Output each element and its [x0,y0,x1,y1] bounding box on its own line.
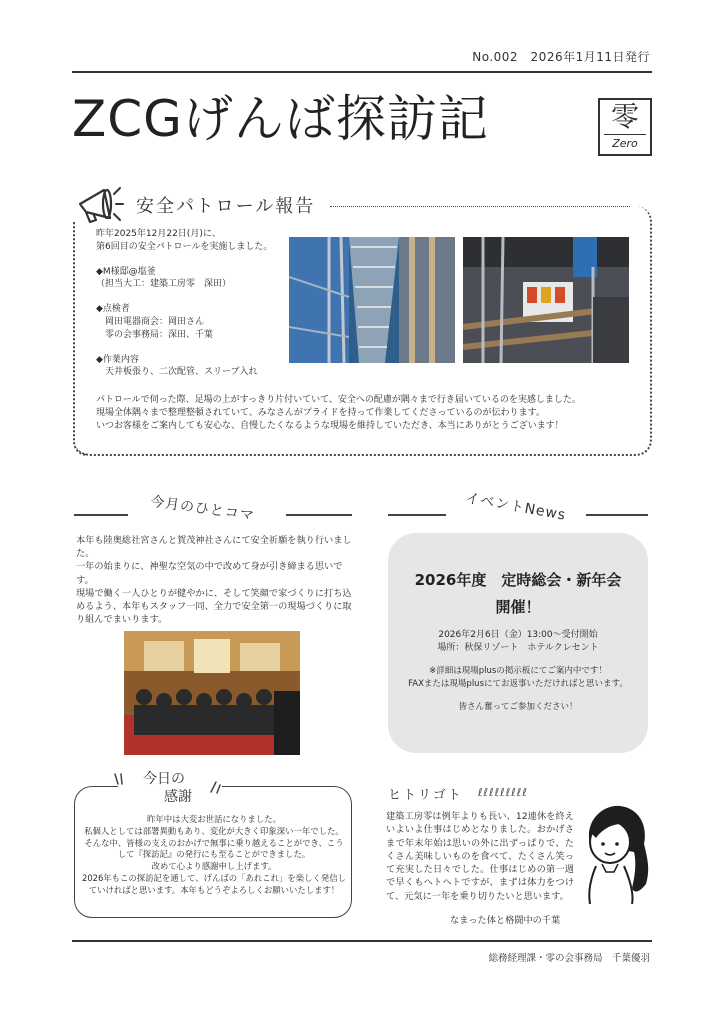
thanks-line: 昨年中は大変お世話になりました。 [147,814,281,824]
thanks-line: そんな中、皆様の支えのおかげで無事に乗り越えることができ、こう [84,837,344,848]
thanks-heading-line1: 今日の [143,771,185,787]
event-dash-right [586,514,648,516]
patrol-summary-line: パトロールで伺った際、足場の上がすっきり片付いていて、安全への配慮が隅々まで行き届いているのを実感しました。 [96,395,581,405]
patrol-line: ◆M様邸@塩釜 [96,266,156,277]
patrol-line: ◆作業内容 [96,354,139,365]
patrol-frame-left [73,222,87,456]
girl-illustration-icon [576,800,652,904]
thanks-line: 私個人としては部署異動もあり、変化が大きく印象深い一年でした。 [84,825,344,836]
hitorigoto-sign: なまった体と格闘中の千葉 [450,915,561,926]
hitokoma-line: 一年の始まりに、神聖な空気の中で改めて身が引き締まる思いです。 [76,561,343,586]
hitokoma-dash-right [286,514,352,516]
hitorigoto-heading: ヒトリゴト [388,788,463,803]
patrol-summary-line: いつお客様をご案内しても安心な、自慢したくなるような現場を維持していただき、本当にありがとうございます！ [96,421,564,431]
zero-logo [598,98,652,156]
patrol-line: 天井板張り、二次配管、スリーブ入れ [96,367,258,378]
thanks-heading-line2: 感謝 [164,789,192,805]
event-info [388,629,648,655]
hitokoma-text [76,534,352,626]
event-place: 場所：秋保リゾート ホテルクレセント [437,643,599,653]
event-call: 皆さん奮ってご参加ください！ [458,702,578,712]
hitokoma-line: 現場で働く一人ひとりが健やかに、そして笑顔で家づくりに打ち込めるよう、本年もスタッフ一同、全力で安全第一の現場づくりに取り組んでまいります。 [76,587,352,626]
patrol-line: 昨年2025年12月22日(月)に、 [96,229,221,239]
wave-decoration: ℓℓℓℓℓℓℓℓℓ [478,786,528,799]
shrine-photo [124,631,300,755]
event-note-line: FAXまたは現場plusにてお返事いただければと思います。 [408,679,628,689]
top-rule [72,71,652,73]
sparkle-icon [112,772,128,788]
patrol-heading: 安全パトロール報告 [136,192,323,218]
thanks-text [80,814,348,897]
hitokoma-heading: 今月のひとコマ [149,493,256,525]
event-note [388,665,648,691]
event-date: 2026年2月6日（金）13:00〜受付開始 [438,630,598,640]
footer-author: 総務経理課・零の会事務局 千葉優羽 [488,953,650,964]
hitorigoto-text: 建築工房零は例年よりも長い、12連休を終えいよいよ仕事はじめとなりました。おかげさまで年末年始は思いの外に出ずっぱりで、たくさん美味しいものを食べて、たくさん笑って充実した日々でした。仕事はじめの第一週で早くもヘトヘトですが、まずは体力をつけて、元気に一年を乗り切りたいと思います。 [386,811,574,902]
logo-en: Zero [604,134,646,153]
patrol-line: 零の会事務局：深田、千葉 [96,329,214,340]
thanks-heading [136,770,192,806]
patrol-details [96,228,286,379]
newsletter-title: ZCGげんば探訪記 [72,90,489,148]
thanks-line: ていければと思います。本年もどうぞよろしくお願いいたします！ [88,884,340,895]
patrol-line: 第6回目の安全パトロールを実施しました。 [96,241,273,252]
event-heading: イベントNews [464,490,568,524]
patrol-line: 岡田電器商会：岡田さん [96,316,205,327]
patrol-summary-line: 現場全体隅々まで整理整頓されていて、みなさんがプライドを持って作業してくださっているのが伝わります。 [96,408,545,418]
scaffold-photo-1 [289,237,455,363]
event-card [388,533,648,753]
scaffold-photo-2 [463,237,629,363]
patrol-line: （担当大工：建築工房零 深田） [96,279,232,290]
event-title-line2: 開催！ [495,598,541,616]
patrol-summary [96,394,641,433]
event-dash-left [388,514,446,516]
event-note-line: ※詳細は現場plusの掲示板にてご案内中です！ [429,666,607,676]
sparkle-icon [206,780,222,796]
thanks-line: 改めて心より感謝申し上げます。 [151,861,277,872]
thanks-line: して『探訪記』の発行にも至ることができました。 [117,849,311,860]
patrol-line: ◆点検者 [96,304,130,315]
issue-number: No.002 2026年1月11日発行 [472,50,650,64]
bottom-rule [72,940,652,942]
event-title-line1: 2026年度 定時総会・新年会 [414,571,622,589]
event-title [388,567,648,621]
logo-kanji: 零 [610,100,639,133]
thanks-line: 2026年もこの探訪記を通して、げんばの「あれこれ」を楽しく発信し [81,872,347,883]
hitokoma-line: 本年も陸奥総社宮さんと賀茂神社さんにて安全祈願を執り行いました。 [76,535,352,560]
hitokoma-dash-left [74,514,128,516]
